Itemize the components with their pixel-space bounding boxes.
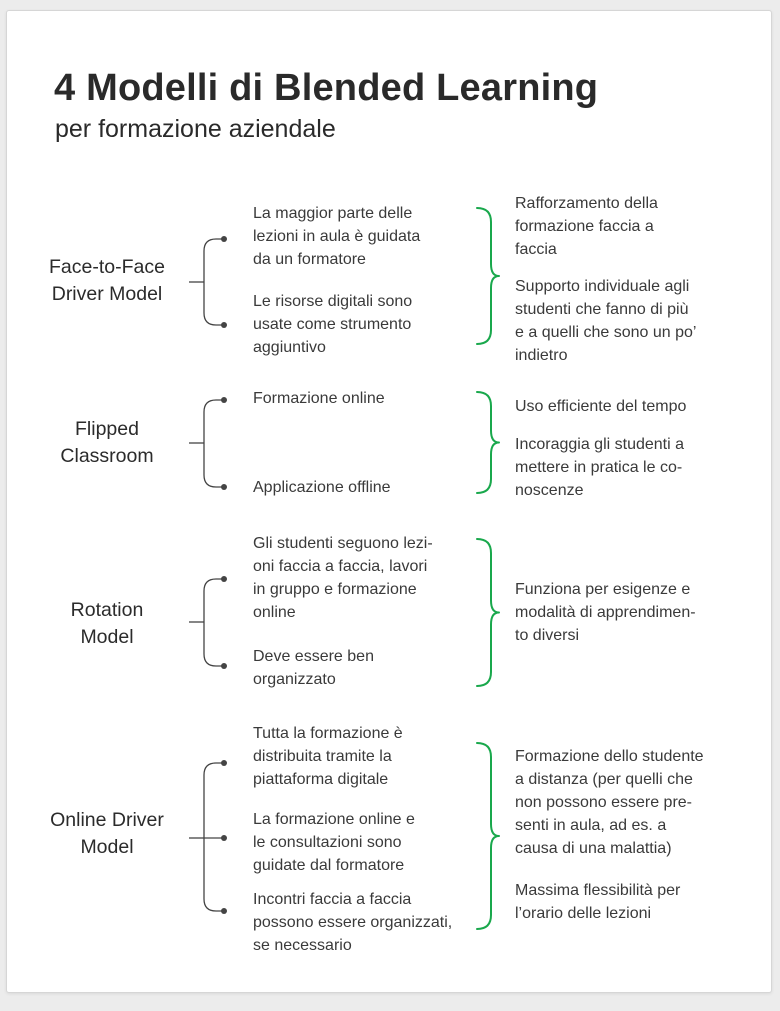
model-1-feature-1: La maggior parte delle lezioni in aula è guidata da un formatore [253,205,421,268]
model-4-feature-1: Tutta la formazione è distribuita tramite la piattaforma digitale [253,725,403,788]
model-name-rotation: Rotation Model [70,599,144,648]
model-3-benefit-1: Funziona per esigenze e modalità di apprendimen- to diversi [515,581,696,644]
model-4-bracket [204,763,222,911]
model-3-bracket [204,579,222,666]
page-title: 4 Modelli di Blended Learning [54,67,599,109]
model-1-bullet-bottom [221,322,227,328]
model-2-bullet-top [221,397,227,403]
model-3-bullet-top [221,576,227,582]
model-4-bullet-top [221,760,227,766]
model-4-benefit-1: Formazione dello studente a distanza (per quelli che non possono essere pre- senti in aula, ad es. a causa di una malattia) [515,748,704,857]
model-2-benefit-2: Incoraggia gli studenti a mettere in pratica le co- noscenze [515,436,684,499]
infographic-card [6,10,772,993]
model-4-bullet-mid-1 [221,835,227,841]
page-subtitle: per formazione aziendale [55,115,336,143]
model-2-benefit-1: Uso efficiente del tempo [515,398,687,415]
model-3-feature-2: Deve essere ben organizzato [253,648,374,688]
model-3-feature-1: Gli studenti seguono lezi- oni faccia a faccia, lavori in gruppo e formazione online [253,535,433,621]
model-name-flipped-classroom: Flipped Classroom [60,418,154,467]
model-4-feature-3: Incontri faccia a faccia possono essere organizzati, se necessario [253,891,453,954]
model-name-online-driver: Online Driver Model [50,809,164,858]
model-1-bullet-top [221,236,227,242]
model-2-feature-1: Formazione online [253,390,385,407]
model-2-bracket [204,400,222,487]
model-1-benefit-2: Supporto individuale agli studenti che fanno di più e a quelli che sono un po’ indietro [515,278,697,364]
model-2-feature-2: Applicazione offline [253,479,391,496]
model-3-bullet-bottom [221,663,227,669]
model-1-benefit-1: Rafforzamento della formazione faccia a faccia [515,195,658,258]
model-4-bullet-bottom [221,908,227,914]
model-2-bullet-bottom [221,484,227,490]
model-name-face-to-face: Face-to-Face Driver Model [49,256,165,305]
model-4-benefit-2: Massima flessibilità per l’orario delle lezioni [515,882,681,922]
model-1-bracket [204,239,222,325]
model-1-feature-2: Le risorse digitali sono usate come strumento aggiuntivo [253,293,413,356]
model-4-feature-2: La formazione online e le consultazioni sono guidate dal formatore [253,811,415,874]
